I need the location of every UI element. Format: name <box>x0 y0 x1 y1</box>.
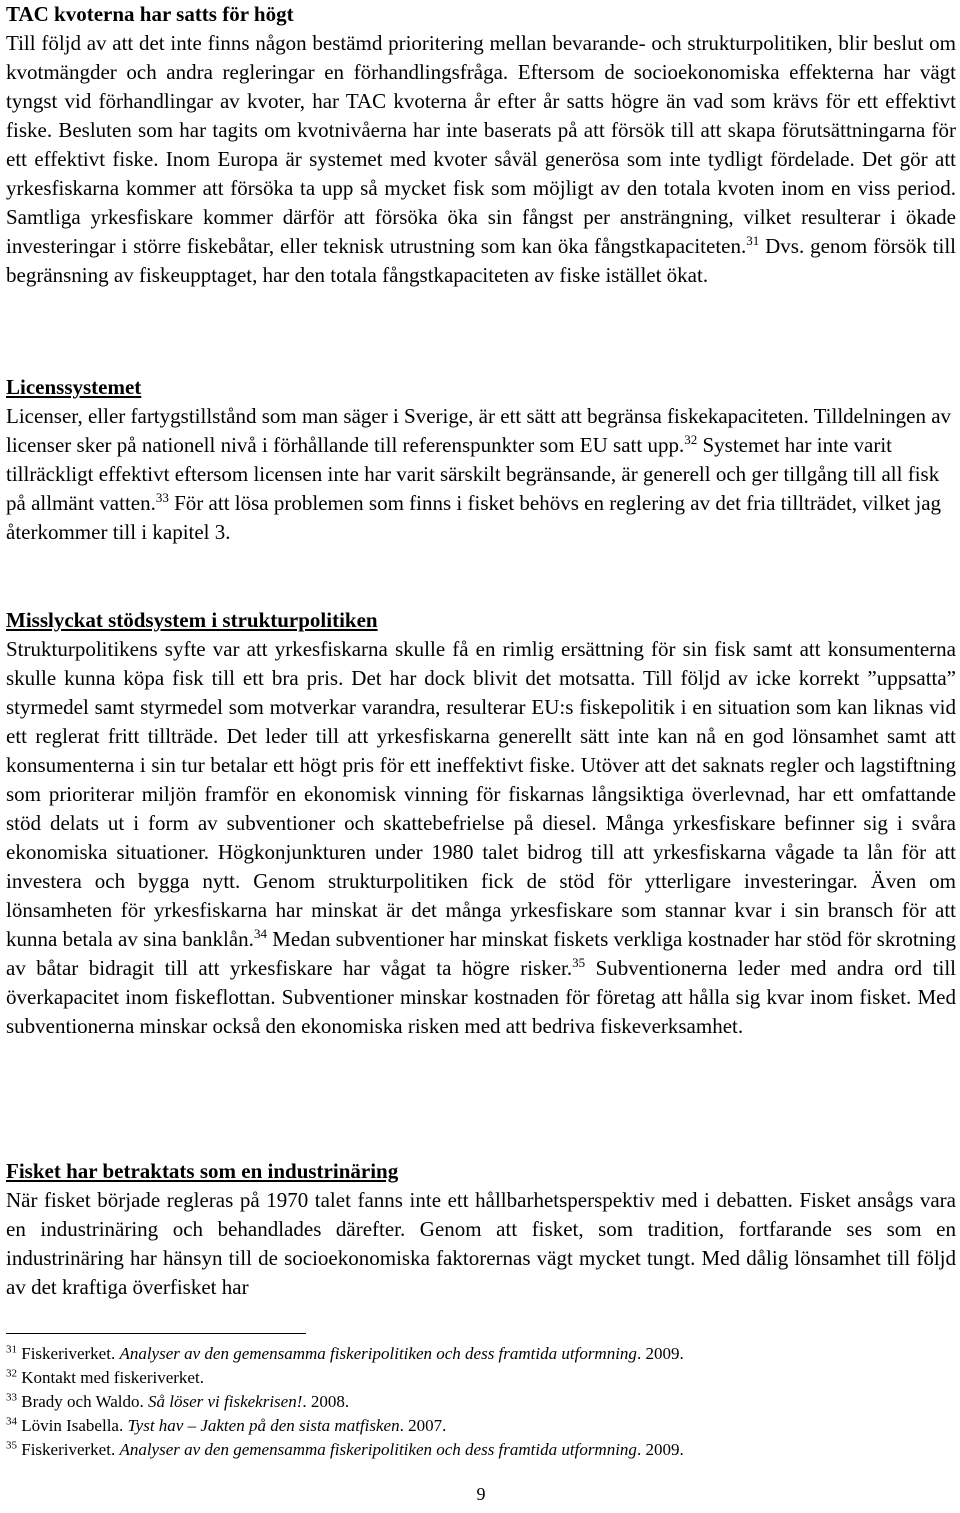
footnote-separator <box>6 1333 306 1334</box>
footnote: $^{33}$ Brady och Waldo. Så löser vi fiskekrisen!. 2008. <box>6 1391 350 1411</box>
section-heading: TAC kvoterna har satts för högt <box>6 2 294 26</box>
paragraph: Licenser, eller fartygstillstånd som man säger i Sverige, är ett sätt att begränsa fiskekapaciteten. Tilldelningen av licenser sker på nationell nivå i förhållande till referenspunkter som EU satt upp.$^{32}$ Systemet har inte varit tillräckligt effektivt eftersom licensen inte har varit särskilt begränsande, är generell och ger tillgång till all fisk på allmänt vatten.$^{33}$ För att lösa problemen som finns i fisket behövs en reglering av det fria tillträdet, vilket jag återkommer till i kapitel 3. <box>6 404 952 544</box>
section-heading: Licenssystemet <box>6 375 142 399</box>
page-number: 9 <box>476 1484 486 1504</box>
footnote-ref: 32 <box>684 432 698 447</box>
section-licenssystemet <box>6 373 956 547</box>
footnote-ref: 33 <box>155 490 169 505</box>
section-fisket-industrinaring <box>6 1157 956 1302</box>
footnote: $^{35}$ Fiskeriverket. Analyser av den gemensamma fiskeripolitiken och dess framtida utformning. 2009. <box>6 1439 684 1459</box>
footnote-ref: 34 <box>253 926 267 941</box>
section-tac-kvoterna <box>6 0 956 290</box>
paragraph: Strukturpolitikens syfte var att yrkesfiskarna skulle få en rimlig ersättning för sin fisk samt att konsumenterna skulle kunna köpa fisk till ett bra pris. Det har dock blivit det motsatta. Till följd av icke korrekt ”uppsatta” styrmedel samt styrmedel som motverkar varandra, resulterar EU:s fiskepolitik i en situation som kan liknas vid ett reglerat fritt tillträde. Det leder till att yrkesfiskarna generellt sätt inte kan nå en god lönsamhet samt att konsumenterna i sin tur betalar ett högt pris för ett ineffektivt fiske. Utöver att det saknats regler och lagstiftning som prioriterar miljön framför en ekonomisk vinning för fiskarnas långsiktiga överlevnad, har ett omfattande stöd delats ut i form av subventioner och skattebefrielse på diesel. Många yrkesfiskare befinner sig i svåra ekonomiska situationer. Högkonjunkturen under 1980 talet bidrog till att yrkesfiskarna vågade ta lån för att investera och bygga nytt. Genom strukturpolitiken fick de stöd för ytterligare investeringar. Även om lönsamheten för yrkesfiskarna har minskat är det många yrkesfiskare som stannar kvar i sin bransch för att kunna betala av sina banklån.$^{34}$ Medan subventioner har minskat fiskets verkliga kostnader har stöd för skrotning av båtar bidragit till att yrkesfiskare har vågat ta högre risker.$^{35}$ Subventionerna leder med andra ord till överkapacitet inom fiskeflottan. Subventioner minskar kostnaden för företag att hålla sig kvar inom fisket. Med subventionerna minskar också den ekonomiska risken med att bedriva fiskeverksamhet. <box>6 637 957 1038</box>
section-heading: Misslyckat stödsystem i strukturpolitiken <box>6 608 378 632</box>
section-heading: Fisket har betraktats som en industrinäring <box>6 1159 399 1183</box>
footnote-ref: 35 <box>572 955 586 970</box>
footnote: $^{31}$ Fiskeriverket. Analyser av den gemensamma fiskeripolitiken och dess framtida utformning. 2009. <box>6 1343 684 1363</box>
footnote: $^{32}$ Kontakt med fiskeriverket. <box>6 1367 204 1387</box>
footnote-ref: 31 <box>746 233 760 248</box>
footnote: $^{34}$ Lövin Isabella. Tyst hav – Jakten på den sista matfisken. 2007. <box>6 1415 447 1435</box>
paragraph: När fisket började regleras på 1970 talet fanns inte ett hållbarhetsperspektiv med i debatten. Fisket ansågs vara en industrinäring och behandlades därefter. Genom att fisket, som tradition, fortfarande ses som en industrinäring har hänsyn till de socioekonomiska faktorernas vägt mycket tungt. Med dålig lönsamhet till följd av det kraftiga överfisket har <box>6 1188 956 1299</box>
section-misslyckat-stodsystem <box>6 606 956 1041</box>
paragraph: Till följd av att det inte finns någon bestämd prioritering mellan bevarande- och strukturpolitiken, blir beslut om kvotmängder och andra regleringar en förhandlingsfråga. Eftersom de socioekonomiska effekterna har vägt tyngst vid förhandlingar av kvoter, har TAC kvoterna år efter år satts högre än vad som krävs för ett effektivt fiske. Besluten som har tagits om kvotnivåerna har inte baserats på att försök till att skapa förutsättningarna för ett effektivt fiske. Inom Europa är systemet med kvoter såväl generösa som inte tydligt fördelade. Det gör att yrkesfiskarna kommer att försöka ta upp så mycket fisk som möjligt av den totala kvoten inom en viss period. Samtliga yrkesfiskare kommer därför att försöka öka sin fångst per ansträngning, vilket resulterar i ökade investeringar i större fiskebåtar, eller teknisk utrustning som kan öka fångstkapaciteten.$^{31}$ Dvs. genom försök till begränsning av fiskeupptaget, har den totala fångstkapaciteten av fiske istället ökat. <box>6 31 956 287</box>
footnotes <box>6 1342 956 1462</box>
